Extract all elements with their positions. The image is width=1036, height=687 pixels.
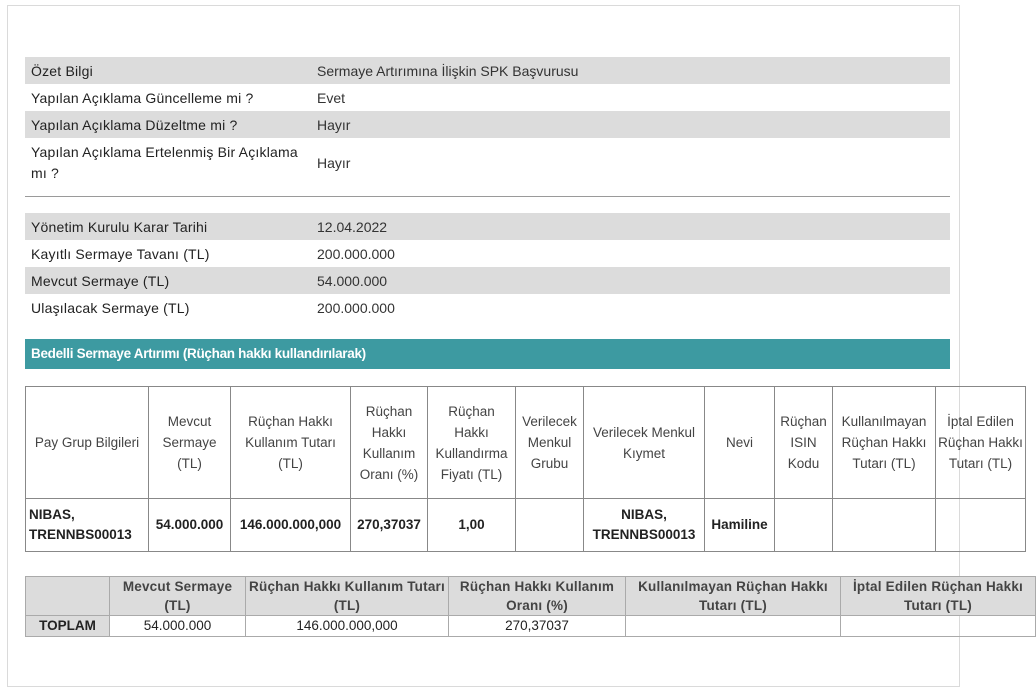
column-header: Rüçhan Hakkı Kullanım Oranı (%) [449,577,626,616]
totals-label: TOPLAM [26,616,110,637]
column-header: Mevcut Sermaye (TL) [149,387,231,499]
capital-table [25,213,950,321]
cell-group: NIBAS, TRENNBS00013 [26,499,149,552]
total-value: 54.000.000 [110,616,246,637]
cell-security: NIBAS, TRENNBS00013 [584,499,705,552]
capital-key: Kayıtlı Sermaye Tavanı (TL) [31,245,210,262]
cell-cancelled [936,499,1026,552]
summary-key: Yapılan Açıklama Güncelleme mi ? [31,89,254,106]
column-header: Rüçhan Hakkı Kullanım Oranı (%) [351,387,428,499]
column-header: Kullanılmayan Rüçhan Hakkı Tutarı (TL) [626,577,841,616]
capital-value: 200.000.000 [317,299,395,316]
capital-row [25,294,950,321]
cell-price: 1,00 [428,499,516,552]
detail-header-row [26,387,1026,499]
detail-table [25,386,1026,552]
column-header: Kullanılmayan Rüçhan Hakkı Tutarı (TL) [833,387,936,499]
section-title: Bedelli Sermaye Artırımı (Rüçhan hakkı kullandırılarak) [25,339,950,369]
capital-row [25,213,950,240]
total-value [841,616,1036,637]
capital-row [25,240,950,267]
disclosure-panel [7,5,1024,687]
totals-header-row [26,577,1036,616]
column-header: Mevcut Sermaye (TL) [110,577,246,616]
column-header: Verilecek Menkul Kıymet [584,387,705,499]
summary-value: Evet [317,89,346,106]
cell-capital: 54.000.000 [149,499,231,552]
column-header: Verilecek Menkul Grubu [516,387,584,499]
cell-security-group [516,499,584,552]
totals-table [25,576,1036,637]
detail-table-scroll[interactable] [25,386,1023,552]
summary-row [25,57,950,84]
summary-table [25,57,950,188]
total-value [626,616,841,637]
column-header: Rüçhan Hakkı Kullandırma Fiyatı (TL) [428,387,516,499]
summary-row [25,138,950,188]
cell-isin [775,499,833,552]
cell-type: Hamiline [705,499,775,552]
column-header: İptal Edilen Rüçhan Hakkı Tutarı (TL) [936,387,1026,499]
totals-row [26,616,1036,637]
capital-key: Ulaşılacak Sermaye (TL) [31,299,190,316]
capital-value: 200.000.000 [317,245,395,262]
cell-usage-amount: 146.000.000,000 [231,499,351,552]
total-value: 146.000.000,000 [246,616,449,637]
summary-row [25,84,950,111]
totals-corner [26,577,110,616]
capital-row [25,267,950,294]
capital-key: Yönetim Kurulu Karar Tarihi [25,213,311,240]
column-header: İptal Edilen Rüçhan Hakkı Tutarı (TL) [841,577,1036,616]
summary-row [25,111,950,138]
summary-value: Hayır [311,111,950,138]
summary-value: Sermaye Artırımına İlişkin SPK Başvurusu [311,57,950,84]
column-header: Rüçhan Hakkı Kullanım Tutarı (TL) [246,577,449,616]
summary-value: Hayır [317,154,351,171]
total-value: 270,37037 [449,616,626,637]
cell-unused [833,499,936,552]
capital-value: 54.000.000 [311,267,950,294]
divider [25,196,950,197]
summary-key: Özet Bilgi [25,57,311,84]
totals-table-scroll[interactable] [25,576,1024,637]
table-row [26,499,1026,552]
capital-key: Mevcut Sermaye (TL) [25,267,311,294]
column-header: Rüçhan Hakkı Kullanım Tutarı (TL) [231,387,351,499]
summary-key: Yapılan Açıklama Ertelenmiş Bir Açıklama mı ? [31,144,298,181]
column-header: Pay Grup Bilgileri [26,387,149,499]
column-header: Nevi [705,387,775,499]
column-header: Rüçhan ISIN Kodu [775,387,833,499]
summary-key: Yapılan Açıklama Düzeltme mi ? [25,111,311,138]
cell-usage-rate: 270,37037 [351,499,428,552]
capital-value: 12.04.2022 [311,213,950,240]
